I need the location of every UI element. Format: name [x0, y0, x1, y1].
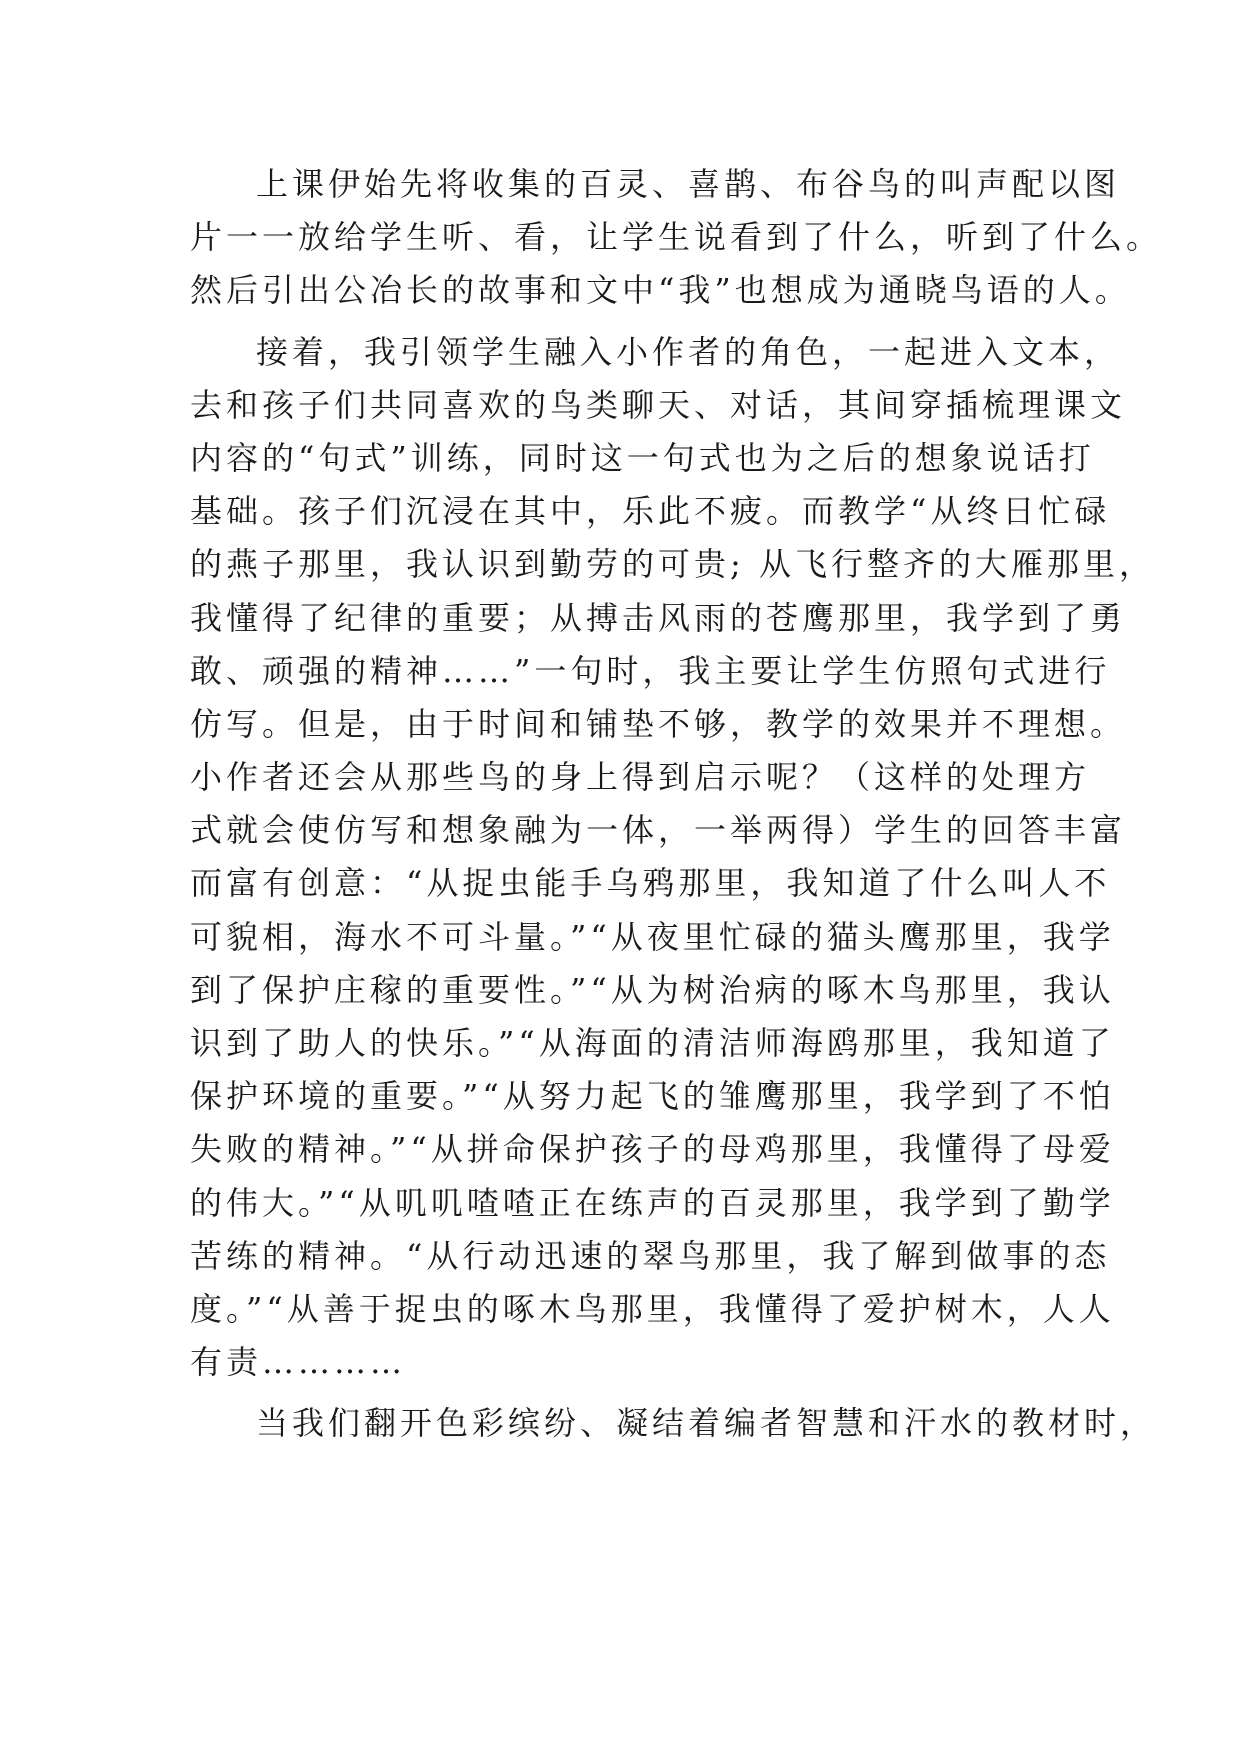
text-line: 去和孩子们共同喜欢的鸟类聊天、对话，其间穿插梳理课文	[190, 385, 1127, 424]
text-line: 上课伊始先将收集的百灵、喜鹊、布谷鸟的叫声配以图	[256, 165, 1121, 203]
text-line: 接着，我引领学生融入小作者的角色，一起进入文本，	[256, 332, 1121, 371]
text-line: 失败的精神。”“从拼命保护孩子的母鸡那里，我懂得了母爱	[190, 1130, 1115, 1169]
text-line: 内容的“句式”训练，同时这一句式也为之后的想象说话打	[190, 438, 1095, 477]
text-line: 而富有创意：“从捉虫能手乌鸦那里，我知道了什么叫人不	[190, 864, 1111, 903]
text-line: 的伟大。”“从叽叽喳喳正在练声的百灵那里，我学到了勤学	[190, 1183, 1115, 1222]
text-line: 识到了助人的快乐。”“从海面的清洁师海鸥那里，我知道了	[190, 1024, 1115, 1062]
text-line: 小作者还会从那些鸟的身上得到启示呢？（这样的处理方	[190, 758, 1091, 797]
text-line: 我懂得了纪律的重要；从搏击风雨的苍鹰那里，我学到了勇	[190, 598, 1127, 637]
text-line: 当我们翻开色彩缤纷、凝结着编者智慧和汗水的教材时，	[256, 1404, 1157, 1443]
text-line: 苦练的精神。“从行动迅速的翠鸟那里，我了解到做事的态	[190, 1236, 1111, 1275]
text-line: 基础。孩子们沉浸在其中，乐此不疲。而教学“从终日忙碌	[190, 492, 1111, 531]
text-line: 有责…………	[190, 1343, 407, 1382]
text-line: 仿写。但是，由于时间和铺垫不够，教学的效果并不理想。	[190, 704, 1127, 743]
text-line: 可貌相，海水不可斗量。”“从夜里忙碌的猫头鹰那里，我学	[190, 917, 1115, 956]
text-line: 保护环境的重要。”“从努力起飞的雏鹰那里，我学到了不怕	[190, 1077, 1115, 1116]
text-line: 度。”“从善于捉虫的啄木鸟那里，我懂得了爱护树木，人人	[190, 1289, 1115, 1328]
text-line: 然后引出公冶长的故事和文中“我”也想成为通晓鸟语的人。	[190, 271, 1131, 310]
paragraph-gap	[190, 318, 1050, 326]
paragraph-3	[190, 1397, 1157, 1450]
paragraph-2	[190, 326, 1155, 1390]
text-line: 到了保护庄稼的重要性。”“从为树治病的啄木鸟那里，我认	[190, 970, 1115, 1009]
paragraph-gap	[190, 1389, 1050, 1397]
text-line: 敢、顽强的精神……”一句时，我主要让学生仿照句式进行	[190, 651, 1111, 690]
text-line: 片一一放给学生听、看，让学生说看到了什么，听到了什么。	[190, 218, 1163, 257]
paragraph-1	[190, 158, 1163, 318]
text-line: 的燕子那里，我认识到勤劳的可贵; 从飞行整齐的大雁那里，	[190, 545, 1155, 584]
text-line: 式就会使仿写和想象融为一体，一举两得）学生的回答丰富	[190, 811, 1127, 850]
body-text	[190, 158, 1163, 1451]
